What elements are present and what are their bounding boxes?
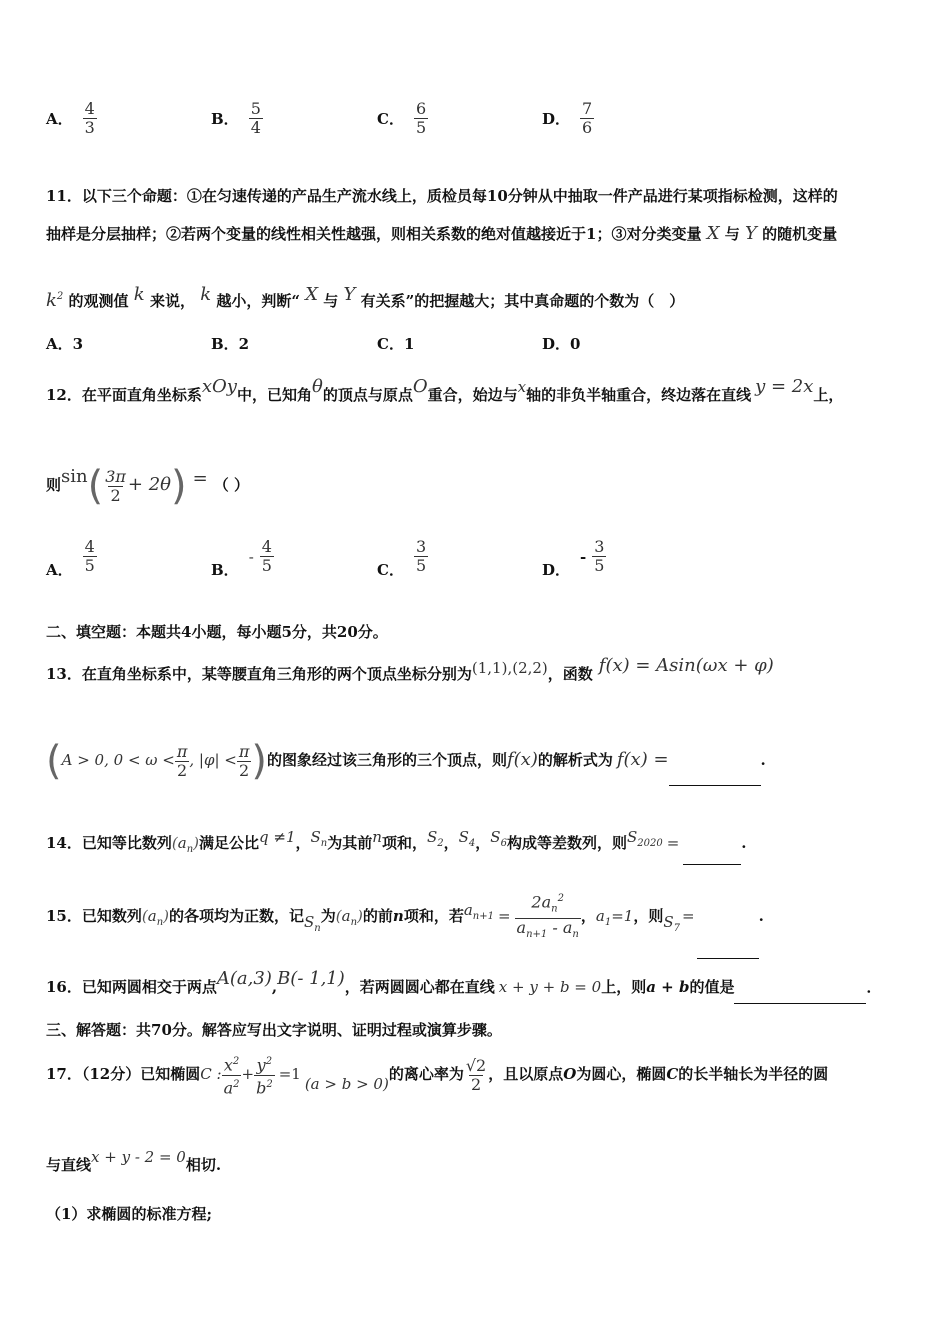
- text: 轴的非负半轴重合，终边落在直线: [526, 386, 752, 404]
- math-var: C :: [200, 1065, 222, 1083]
- denominator: 5: [594, 556, 605, 575]
- math-func: sin: [61, 466, 88, 487]
- math-var: S: [663, 913, 674, 931]
- math-expr: =1: [611, 907, 634, 925]
- text: ，: [443, 834, 459, 852]
- math-var: C: [666, 1065, 679, 1083]
- q10-option-a[interactable]: [46, 100, 97, 137]
- text: ,: [271, 978, 278, 996]
- denominator: 4: [250, 118, 261, 137]
- fraction: [254, 1053, 275, 1097]
- text: 的解析式为: [537, 751, 613, 769]
- fraction: [592, 538, 606, 575]
- math-s2020: [626, 828, 663, 849]
- math-eq: =: [682, 907, 695, 925]
- subscript: n+1: [472, 911, 494, 922]
- math-s2: [426, 828, 444, 849]
- q11-option-c[interactable]: C．1: [377, 335, 415, 353]
- denominator: [515, 918, 581, 944]
- math-var: S: [490, 828, 501, 846]
- math-var: k: [133, 284, 145, 305]
- fraction: [515, 890, 581, 945]
- math-an: [147, 907, 164, 928]
- q14-line: 14．已知等比数列$(a_n)$满足公比q ≠1，$S_n$为其前n项和，$S_2$，$S_4$，$S_6$构成等差数列，则$S_{2020}$ = .: [46, 822, 906, 865]
- numerator: 4: [261, 537, 272, 556]
- text: ，: [295, 834, 311, 852]
- superscript: 2: [265, 1056, 273, 1068]
- numerator: 4: [84, 99, 95, 118]
- denominator: [222, 1075, 242, 1097]
- math-a1: [595, 907, 634, 928]
- math-an1: [463, 901, 494, 922]
- numerator: 7: [582, 99, 593, 118]
- math-var: b: [256, 1077, 267, 1097]
- text: ．: [866, 978, 882, 996]
- text: （ ）: [213, 476, 249, 494]
- text: 的值是: [689, 978, 735, 996]
- numerator: 3π: [105, 466, 126, 486]
- math-var: θ: [311, 376, 323, 397]
- q11-line-1: 11．以下三个命题：①在匀速传递的产品生产流水线上，质检员每10分钟从中抽取一件产品进行某项指标检测，这样的: [46, 187, 838, 205]
- superscript: 2: [233, 1078, 240, 1090]
- subscript: n: [186, 844, 194, 855]
- fraction: [580, 100, 594, 137]
- math-var: S: [626, 828, 638, 846]
- math-var: a: [463, 901, 473, 919]
- text: ，且以原点: [488, 1065, 564, 1083]
- denominator: 6: [582, 118, 593, 137]
- option-label: B．: [211, 110, 239, 128]
- subscript: 2020: [637, 838, 663, 849]
- math-eq: =: [497, 907, 511, 925]
- q12-option-c[interactable]: [377, 538, 428, 580]
- text: .: [741, 834, 747, 852]
- q12-line-1: [46, 373, 906, 409]
- math-sn: [304, 913, 321, 934]
- superscript: 2: [232, 1056, 240, 1068]
- math-var: X: [305, 284, 319, 305]
- text: 项和，若: [403, 907, 464, 925]
- denominator: 2: [110, 485, 121, 505]
- math-var: S: [426, 828, 438, 846]
- subscript: n: [320, 838, 328, 849]
- denominator: [254, 1075, 275, 1097]
- math-expr: - a: [547, 918, 573, 938]
- fraction: [237, 743, 252, 780]
- q13-line-1: [46, 652, 906, 688]
- fraction: [222, 1053, 242, 1097]
- math-expr: f(x) =: [616, 749, 669, 770]
- math-var: x: [517, 378, 527, 396]
- q15-line: 15．已知数列$(a_n)$的各项均为正数，记$S_n$为$(a_n)$的前n项和，若$a_{n+1}$ = $\frac{2a_n^2}{a_{n+1} - a_n}$ ，$a_1=1$，则$S_7=$ .: [46, 880, 906, 959]
- math-expr: A > 0, 0 < ω <: [61, 751, 175, 769]
- math-s7: [663, 913, 680, 934]
- option-label: C．: [377, 110, 404, 128]
- math-expr: , |φ| <: [189, 751, 237, 769]
- q10-option-d[interactable]: [542, 100, 594, 137]
- option-label: C．: [377, 560, 404, 579]
- answer-blank[interactable]: [669, 767, 761, 786]
- denominator: 3: [84, 118, 95, 137]
- denominator: 5: [84, 556, 95, 575]
- right-paren: ): [251, 738, 267, 784]
- answer-blank[interactable]: [734, 985, 866, 1004]
- math-var: n: [372, 828, 382, 846]
- q11-option-a[interactable]: A．3: [46, 335, 84, 353]
- answer-blank[interactable]: [683, 846, 741, 865]
- math-k2: [46, 290, 63, 311]
- subscript: 1: [604, 917, 612, 928]
- section-3-heading: 三、解答题：共70分。解答应写出文字说明、证明过程或演算步骤。: [46, 1021, 502, 1039]
- q10-option-b[interactable]: [211, 100, 263, 137]
- text: 中，已知角: [236, 386, 312, 404]
- text: 构成等差数列，则: [506, 834, 627, 852]
- math-var: O: [563, 1065, 577, 1083]
- subscript: 2: [437, 838, 444, 849]
- q12-option-b[interactable]: [211, 538, 274, 580]
- fraction: [414, 100, 428, 137]
- text: ，则: [633, 907, 664, 925]
- math-var: y: [256, 1055, 266, 1075]
- q17-line-1: [46, 1046, 906, 1112]
- q12-option-d[interactable]: [542, 538, 606, 580]
- math-var: x: [223, 1055, 233, 1075]
- section-2-heading: 二、填空题：本题共4小题，每小题5分，共20分。: [46, 623, 388, 641]
- text: 为圆心，椭圆: [576, 1065, 667, 1083]
- text: 的随机变量: [762, 225, 838, 243]
- denominator: 2: [470, 1074, 482, 1094]
- math-var: X: [706, 223, 720, 244]
- math-var: a: [223, 1077, 234, 1097]
- option-label: A．: [46, 110, 73, 128]
- numerator: π: [238, 741, 250, 761]
- text: 项和，: [381, 834, 427, 852]
- math-expr: f(x) = Asin(ωx + φ): [598, 655, 774, 676]
- math-expr: 2a: [531, 891, 552, 911]
- numerator: π: [176, 741, 188, 761]
- math-expr: A(a,3): [216, 968, 272, 989]
- math-expr: (a > b > 0): [304, 1075, 389, 1093]
- math-var: S: [310, 828, 321, 846]
- minus-sign: -: [580, 547, 587, 566]
- q11-line-3: [46, 282, 906, 314]
- subscript: n: [156, 917, 164, 928]
- numerator: 3: [594, 537, 605, 556]
- numerator: 4: [84, 537, 95, 556]
- subscript: 7: [673, 923, 680, 934]
- denominator: 2: [239, 760, 250, 780]
- math-var: k: [200, 284, 212, 305]
- q11-line-2: [46, 224, 906, 244]
- math-var: a: [177, 834, 187, 852]
- superscript: 2: [56, 291, 64, 302]
- math-var: S: [458, 828, 469, 846]
- minus-sign: -: [248, 547, 254, 566]
- text: 上，则: [601, 978, 647, 996]
- numerator: √2: [465, 1055, 487, 1075]
- option-label: D．: [542, 110, 571, 128]
- fraction: [249, 100, 263, 137]
- math-var: a: [516, 918, 527, 938]
- math-var: a: [147, 907, 157, 925]
- text: ，: [580, 907, 596, 925]
- text: ，: [475, 834, 491, 852]
- denominator: 2: [177, 760, 188, 780]
- math-expr: x + y - 2 = 0: [91, 1148, 186, 1166]
- subscript: 6: [500, 838, 507, 849]
- math-var: O: [412, 376, 428, 397]
- text: 的长半轴长为半径的圆: [678, 1065, 829, 1083]
- math-expr: f(x): [506, 749, 538, 770]
- subscript: n: [551, 903, 558, 915]
- text: 与: [724, 225, 740, 243]
- text: 的离心率为: [388, 1065, 464, 1083]
- text: 12．在平面直角坐标系: [46, 386, 202, 404]
- math-var: Y: [343, 284, 356, 305]
- numerator: 6: [415, 99, 427, 118]
- text: 满足公比: [199, 834, 260, 852]
- text: 重合，始边与: [427, 386, 518, 404]
- superscript: 2: [557, 892, 564, 904]
- text: ，若两圆圆心都在直线: [344, 978, 495, 996]
- text: 14．已知等比数列: [46, 834, 172, 852]
- math-var: Y: [745, 223, 757, 244]
- left-paren: (: [87, 463, 104, 509]
- text: 的观测值: [68, 292, 129, 310]
- math-expr: =1: [278, 1065, 301, 1083]
- math-var: a: [595, 907, 605, 925]
- q17-part-1: （1）求椭圆的标准方程;: [46, 1205, 212, 1223]
- q16-line: [46, 962, 906, 1004]
- math-expr: + 2θ: [127, 474, 172, 495]
- subscript: n+1: [526, 929, 548, 941]
- right-paren: ): [171, 463, 187, 509]
- math-expr: a + b: [646, 978, 690, 996]
- text: ，函数: [547, 665, 593, 683]
- fraction: [175, 743, 190, 780]
- text: 与直线: [46, 1156, 92, 1174]
- text: 13．在直角坐标系中，某等腰直角三角形的两个顶点坐标分别为: [46, 665, 472, 683]
- math-expr: B(- 1,1): [277, 968, 345, 989]
- text: 的前: [362, 907, 393, 925]
- text: 15．已知数列: [46, 907, 142, 925]
- q11-option-d[interactable]: D．0: [542, 335, 581, 353]
- text: 来说，: [149, 292, 195, 310]
- math-var: S: [304, 913, 315, 931]
- math-expr: (1,1),(2,2): [471, 659, 548, 677]
- text: 16．已知两圆相交于两点: [46, 978, 217, 996]
- denominator: 5: [415, 118, 427, 137]
- text: 17．（12分）已知椭圆: [46, 1065, 201, 1083]
- text: 越小，判断“: [216, 292, 300, 310]
- subscript: 4: [468, 838, 476, 849]
- text: .: [760, 751, 766, 769]
- numerator: [222, 1053, 241, 1074]
- text: 上，: [813, 386, 844, 404]
- math-eq: =: [666, 834, 680, 852]
- subscript: n: [314, 923, 321, 934]
- math-var: a: [341, 907, 351, 925]
- text: 的顶点与原点: [322, 386, 413, 404]
- fraction: [464, 1057, 488, 1094]
- q13-line-2: [46, 735, 906, 786]
- fraction: [103, 468, 128, 505]
- math-s6: [490, 828, 507, 849]
- math-expr: y = 2x: [755, 376, 814, 397]
- fraction: [414, 538, 428, 575]
- denominator: 5: [261, 556, 272, 575]
- text: .: [758, 907, 764, 925]
- subscript: n: [572, 929, 579, 941]
- q10-option-c[interactable]: [377, 100, 428, 137]
- text: 为其前: [327, 834, 373, 852]
- answer-blank[interactable]: [697, 934, 759, 959]
- text: 与: [323, 292, 339, 310]
- math-var: n: [392, 907, 404, 925]
- fraction: [83, 100, 97, 137]
- numerator: [529, 890, 566, 919]
- fraction: [260, 538, 274, 575]
- math-expr: q ≠1: [259, 828, 296, 846]
- q11-option-b[interactable]: B．2: [211, 335, 250, 353]
- option-label: D．: [542, 560, 571, 579]
- text: 相切.: [185, 1156, 222, 1174]
- denominator: 5: [415, 556, 427, 575]
- math-eq: =: [192, 468, 208, 489]
- math-var: xOy: [201, 376, 237, 397]
- text: 为: [320, 907, 336, 925]
- text: 的各项均为正数，记: [169, 907, 305, 925]
- numerator: 5: [250, 99, 261, 118]
- text: 有关系”的把握越大；其中真命题的个数为（ ）: [360, 292, 685, 310]
- math-s4: [458, 828, 476, 849]
- fraction: [83, 538, 97, 575]
- math-an: [341, 907, 358, 928]
- math-var: k: [46, 290, 57, 311]
- math-plus: +: [241, 1065, 255, 1083]
- math-sn: [310, 828, 328, 849]
- subscript: n: [350, 917, 358, 928]
- numerator: 3: [415, 537, 427, 556]
- q17-line-2: [46, 1142, 906, 1180]
- q12-line-2: [46, 452, 906, 511]
- text: 抽样是分层抽样；②若两个变量的线性相关性越强，则相关系数的绝对值越接近于1；③对分类变量: [46, 225, 702, 243]
- superscript: 2: [266, 1078, 273, 1090]
- q12-option-a[interactable]: [46, 538, 97, 580]
- text: 则: [46, 476, 62, 494]
- text: 的图象经过该三角形的三个顶点，则: [266, 751, 507, 769]
- math-an: [177, 834, 194, 855]
- numerator: [255, 1053, 274, 1074]
- math-expr: x + y + b = 0: [498, 978, 602, 996]
- left-paren: (: [46, 738, 62, 784]
- option-label: B．: [211, 560, 239, 579]
- option-label: A．: [46, 560, 73, 579]
